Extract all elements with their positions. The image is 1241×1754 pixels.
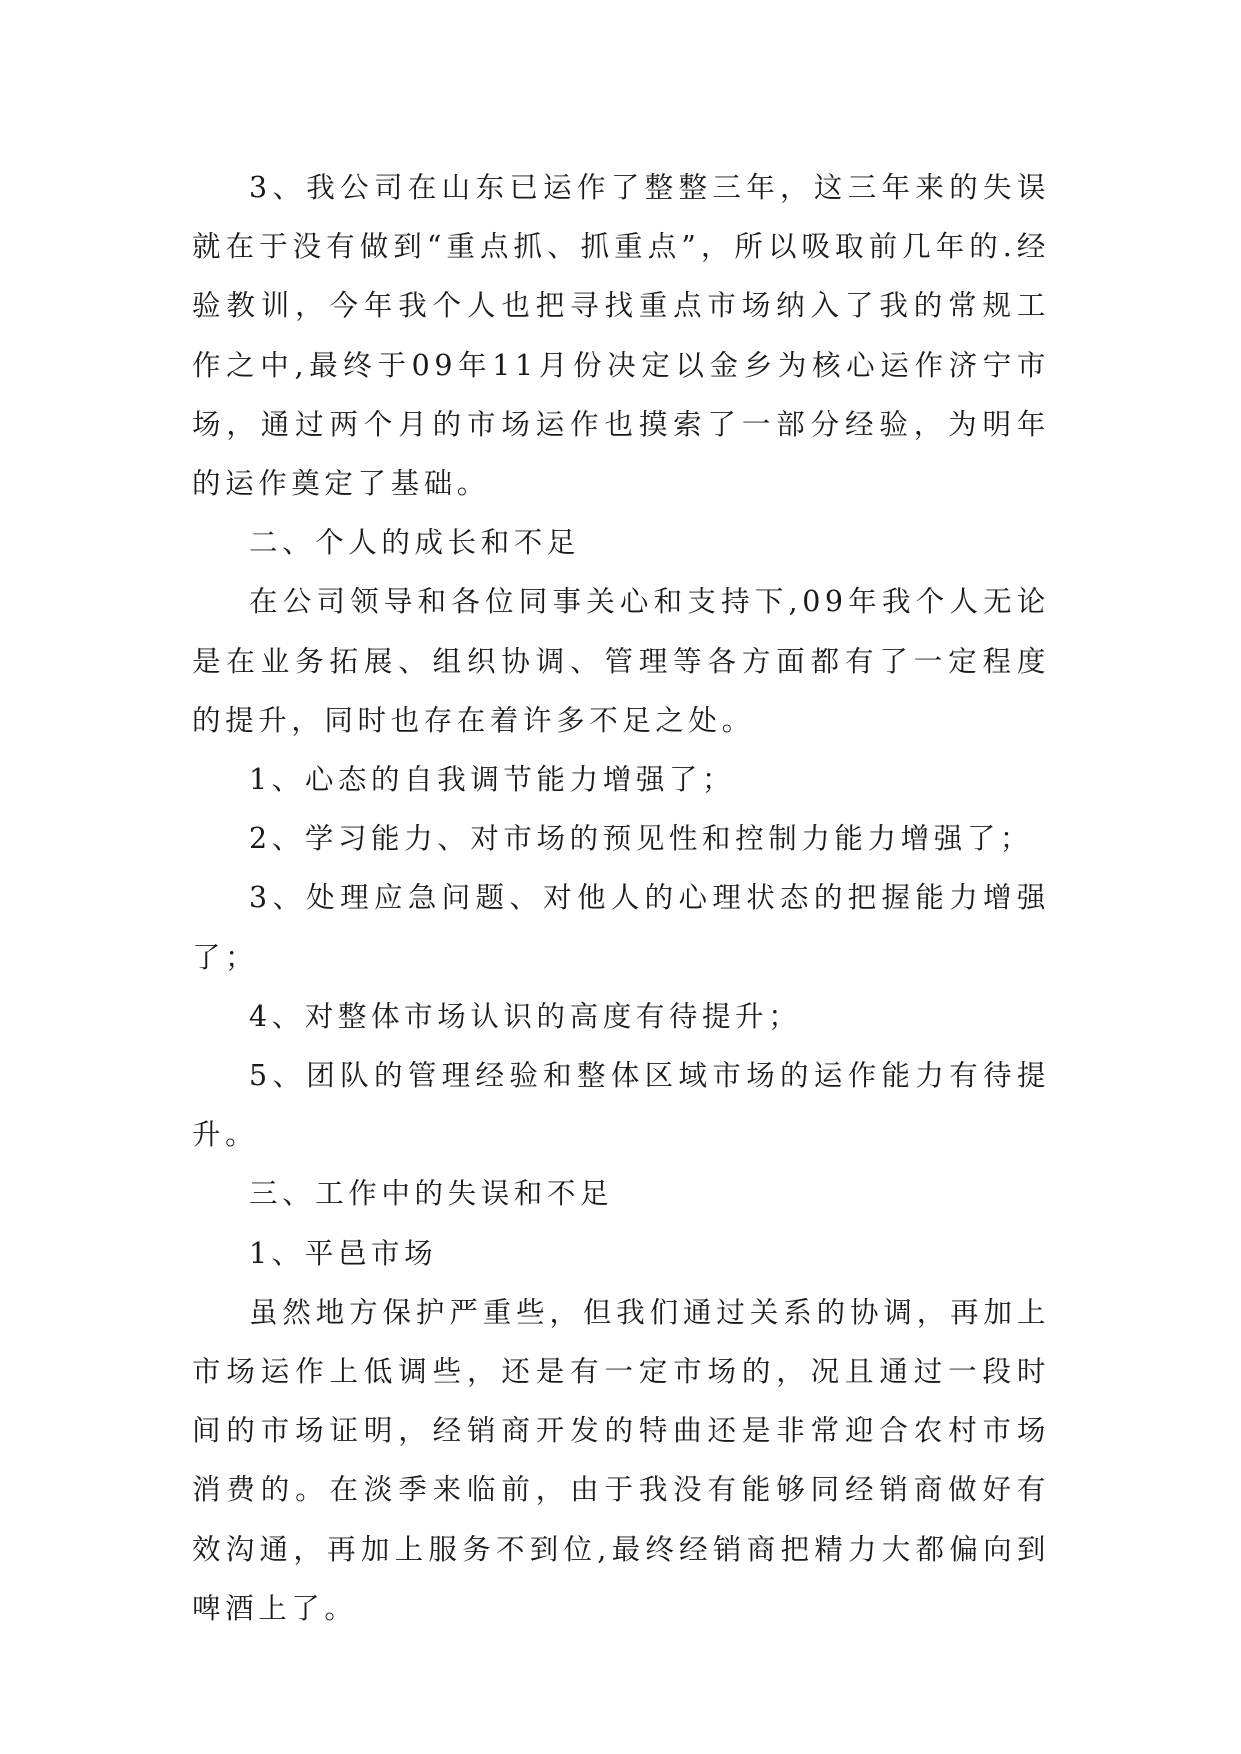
list-item-2: 2、学习能力、对市场的预见性和控制力能力增强了； <box>249 822 1034 856</box>
heading-mistakes: 三、工作中的失误和不足 <box>249 1177 614 1211</box>
paragraph-pingyi-market: 虽然地方保护严重些，但我们通过关系的协调，再加上市场运作上低调些，还是有一定市场的，况且通过一段时间的市场证明，经销商开发的特曲还是非常迎合农村市场消费的。在淡季来临前，由于我没有能够同经销商做好有效沟通，再加上服务不到位,最终经销商把精力大都偏向到啤酒上了。 <box>192 1295 1050 1625</box>
document-body <box>192 158 1050 1638</box>
list-item-3: 3、处理应急问题、对他人的心理状态的把握能力增强了； <box>192 881 1050 974</box>
list-item-5: 5、团队的管理经验和整体区域市场的运作能力有待提升。 <box>192 1059 1050 1152</box>
list-item-4: 4、对整体市场认识的高度有待提升； <box>249 999 802 1033</box>
list-item-1: 1、心态的自我调节能力增强了； <box>249 763 736 797</box>
paragraph-shandong-operation: 3、我公司在山东已运作了整整三年，这三年来的失误就在于没有做到“重点抓、抓重点”，所以吸取前几年的.经验教训，今年我个人也把寻找重点市场纳入了我的常规工作之中,最终于09年11月份决定以金乡为核心运作济宁市场，通过两个月的市场运作也摸索了一部分经验，为明年的运作奠定了基础。 <box>192 171 1050 501</box>
subheading-pingyi-market: 1、平邑市场 <box>249 1236 438 1270</box>
paragraph-personal-growth-intro: 在公司领导和各位同事关心和支持下,09年我个人无论是在业务拓展、组织协调、管理等各方面都有了一定程度的提升，同时也存在着许多不足之处。 <box>192 585 1050 737</box>
heading-personal-growth: 二、个人的成长和不足 <box>249 526 581 560</box>
